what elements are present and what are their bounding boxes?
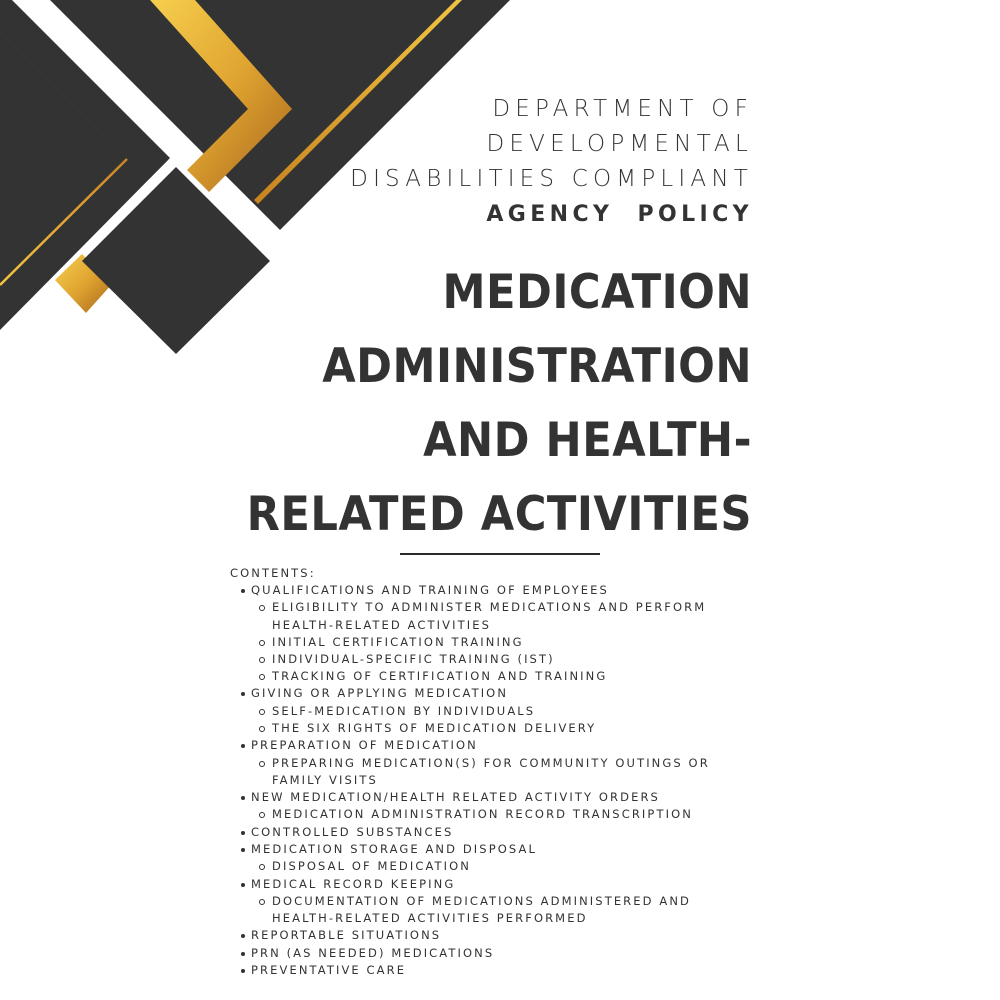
contents-item [230, 962, 770, 979]
contents-subitem [251, 651, 770, 668]
contents-item [230, 824, 770, 841]
contents-subitem [251, 599, 770, 633]
contents-subitem-text: INDIVIDUAL-SPECIFIC TRAINING (IST) [272, 652, 555, 667]
contents-sublist [251, 703, 770, 737]
contents-item-text: PRN (AS NEEDED) MEDICATIONS [251, 945, 495, 960]
contents-subitem-text: PREPARING MEDICATION(S) FOR COMMUNITY OUTINGS OR FAMILY VISITS [272, 755, 710, 787]
contents-item-text: PREVENTATIVE CARE [251, 963, 407, 978]
contents-item-text: QUALIFICATIONS AND TRAINING OF EMPLOYEES [251, 583, 609, 597]
contents-item [230, 945, 770, 962]
contents-subitem [251, 634, 770, 651]
contents-subitem-text: SELF-MEDICATION BY INDIVIDUALS [272, 703, 536, 718]
contents-item [230, 789, 770, 824]
contents-item [230, 876, 770, 928]
document-title [192, 256, 752, 552]
contents-subitem [251, 703, 770, 720]
contents-item [230, 737, 770, 789]
header-line-4: AGENCY POLICY [486, 202, 753, 227]
header-line-1: DEPARTMENT OF [492, 96, 753, 122]
table-of-contents [230, 565, 770, 980]
contents-subitem-text: TRACKING OF CERTIFICATION AND TRAINING [272, 669, 608, 684]
contents-subitem [251, 755, 770, 789]
contents-sublist [251, 599, 770, 685]
title-line-4: RELATED ACTIVITIES [246, 487, 753, 542]
title-line-2: ADMINISTRATION [322, 339, 752, 394]
contents-item-text: GIVING OR APPLYING MEDICATION [251, 686, 509, 701]
contents-sublist [251, 893, 770, 927]
contents-item [230, 927, 770, 944]
contents-subitem-text: MEDICATION ADMINISTRATION RECORD TRANSCRIPTION [272, 807, 693, 822]
contents-subitem-text: INITIAL CERTIFICATION TRAINING [272, 634, 524, 649]
contents-item-text: REPORTABLE SITUATIONS [251, 928, 442, 943]
contents-sublist [251, 755, 770, 789]
contents-item [230, 841, 770, 876]
contents-sublist [251, 806, 770, 823]
contents-subitem [251, 806, 770, 823]
contents-subitem-text: ELIGIBILITY TO ADMINISTER MEDICATIONS AND PERFORM HEALTH-RELATED ACTIVITIES [272, 600, 707, 632]
title-divider [400, 553, 600, 555]
contents-subitem [251, 668, 770, 685]
contents-label: CONTENTS: [230, 566, 316, 580]
header-line-3: DISABILITIES COMPLIANT [350, 166, 753, 192]
title-line-1: MEDICATION [442, 265, 752, 320]
contents-item-text: NEW MEDICATION/HEALTH RELATED ACTIVITY ORDERS [251, 790, 660, 805]
contents-item-text: MEDICAL RECORD KEEPING [251, 876, 456, 891]
contents-item-text: PREPARATION OF MEDICATION [251, 738, 478, 753]
contents-item [230, 685, 770, 737]
contents-subitem [251, 893, 770, 927]
contents-sublist [251, 858, 770, 875]
title-line-3: AND HEALTH- [423, 413, 752, 468]
contents-subitem-text: THE SIX RIGHTS OF MEDICATION DELIVERY [272, 721, 597, 736]
contents-subitem [251, 858, 770, 875]
contents-item-text: MEDICATION STORAGE AND DISPOSAL [251, 842, 537, 857]
contents-item-text: CONTROLLED SUBSTANCES [251, 824, 454, 839]
department-header [233, 92, 753, 232]
contents-subitem-text: DOCUMENTATION OF MEDICATIONS ADMINISTERED AND HEALTH-RELATED ACTIVITIES PERFORMED [272, 894, 691, 926]
contents-subitem-text: DISPOSAL OF MEDICATION [272, 859, 472, 874]
contents-subitem [251, 720, 770, 737]
contents-item [230, 582, 770, 685]
header-line-2: DEVELOPMENTAL [486, 131, 753, 157]
contents-list [230, 582, 770, 980]
